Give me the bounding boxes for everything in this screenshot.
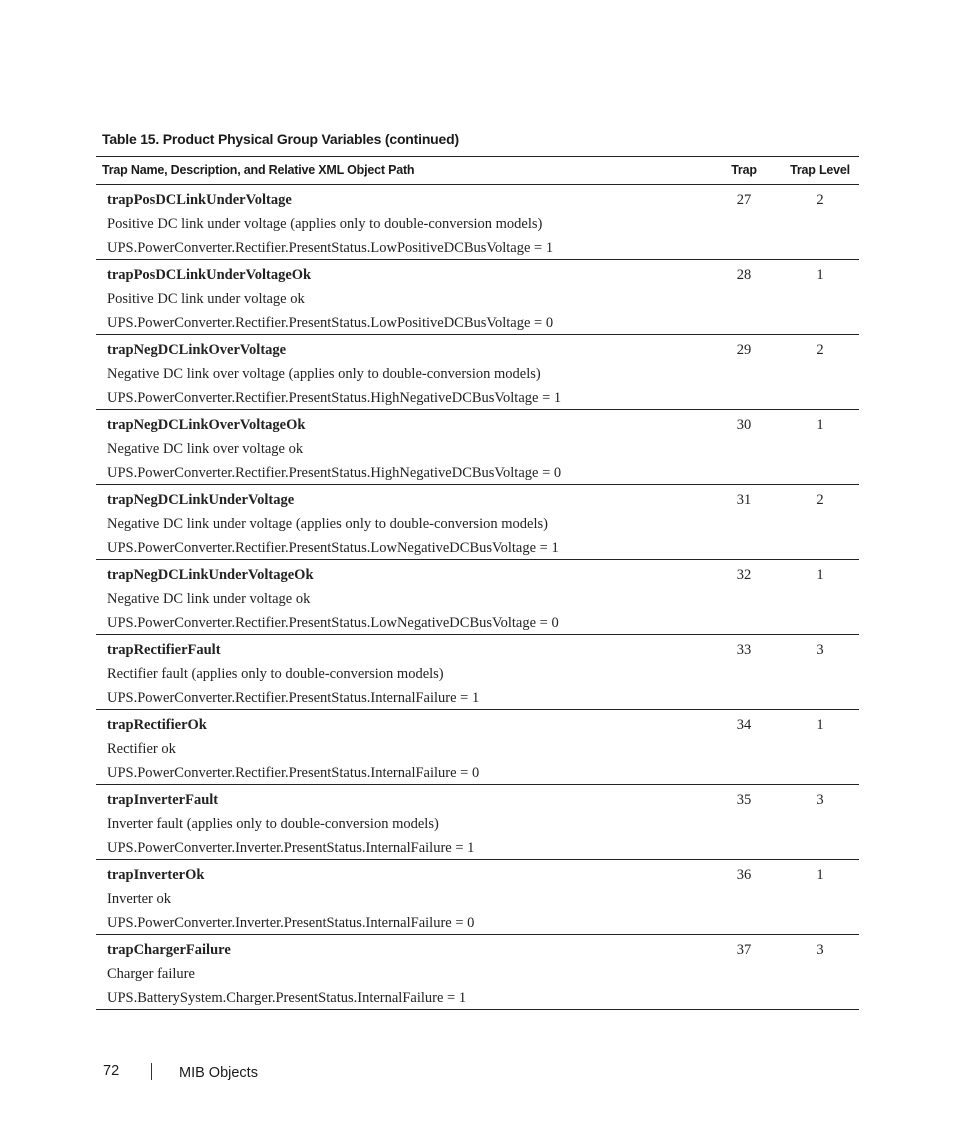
table-row	[96, 710, 859, 785]
trap-xml-path: UPS.PowerConverter.Rectifier.PresentStatus.InternalFailure = 1	[107, 690, 480, 706]
trap-description: Rectifier ok	[107, 741, 176, 757]
trap-number: 36	[736, 867, 752, 883]
trap-info-cell	[107, 938, 466, 1010]
trap-number: 37	[736, 942, 752, 958]
trap-description: Negative DC link under voltage ok	[107, 591, 311, 607]
trap-number: 33	[736, 642, 752, 658]
trap-table	[96, 156, 859, 1010]
footer-section-name: MIB Objects	[179, 1065, 258, 1081]
trap-level: 3	[816, 642, 824, 658]
table-row	[96, 785, 859, 860]
trap-level: 3	[816, 942, 824, 958]
table-row	[96, 410, 859, 485]
trap-description: Inverter fault (applies only to double-conversion models)	[107, 816, 439, 832]
trap-xml-path: UPS.PowerConverter.Rectifier.PresentStatus.LowNegativeDCBusVoltage = 1	[107, 540, 559, 556]
trap-info-cell	[107, 563, 559, 635]
trap-level: 1	[816, 717, 824, 733]
trap-xml-path: UPS.PowerConverter.Rectifier.PresentStatus.HighNegativeDCBusVoltage = 1	[107, 390, 562, 406]
trap-name: trapNegDCLinkUnderVoltage	[107, 492, 295, 508]
table-row	[96, 185, 859, 260]
trap-name: trapChargerFailure	[107, 942, 231, 958]
table-row	[96, 560, 859, 635]
trap-number: 30	[736, 417, 752, 433]
trap-name: trapNegDCLinkUnderVoltageOk	[107, 567, 314, 583]
trap-description: Negative DC link over voltage ok	[107, 441, 304, 457]
trap-info-cell	[107, 788, 474, 860]
header-trap-level: Trap Level	[790, 163, 850, 177]
trap-description: Rectifier fault (applies only to double-conversion models)	[107, 666, 444, 682]
trap-xml-path: UPS.PowerConverter.Rectifier.PresentStatus.LowPositiveDCBusVoltage = 1	[107, 240, 554, 256]
trap-level: 2	[816, 192, 824, 208]
table-row	[96, 860, 859, 935]
trap-description: Negative DC link over voltage (applies only to double-conversion models)	[107, 366, 541, 382]
trap-description: Positive DC link under voltage (applies only to double-conversion models)	[107, 216, 543, 232]
trap-info-cell	[107, 488, 559, 560]
trap-name: trapRectifierOk	[107, 717, 207, 733]
table-row	[96, 485, 859, 560]
trap-info-cell	[107, 263, 553, 335]
table-row	[96, 260, 859, 335]
trap-level: 1	[816, 867, 824, 883]
trap-name: trapPosDCLinkUnderVoltageOk	[107, 267, 312, 283]
trap-name: trapPosDCLinkUnderVoltage	[107, 192, 292, 208]
trap-level: 3	[816, 792, 824, 808]
table-title: Table 15. Product Physical Group Variables (continued)	[102, 131, 459, 147]
trap-level: 1	[816, 567, 824, 583]
trap-info-cell	[107, 713, 479, 785]
trap-info-cell	[107, 413, 561, 485]
table-row	[96, 635, 859, 710]
trap-number: 29	[736, 342, 752, 358]
trap-level: 2	[816, 342, 824, 358]
trap-info-cell	[107, 638, 479, 710]
trap-level: 2	[816, 492, 824, 508]
trap-name: trapInverterFault	[107, 792, 219, 808]
trap-description: Positive DC link under voltage ok	[107, 291, 305, 307]
trap-xml-path: UPS.PowerConverter.Rectifier.PresentStatus.LowPositiveDCBusVoltage = 0	[107, 315, 554, 331]
trap-name: trapNegDCLinkOverVoltage	[107, 342, 287, 358]
trap-name: trapRectifierFault	[107, 642, 221, 658]
trap-name: trapNegDCLinkOverVoltageOk	[107, 417, 306, 433]
trap-xml-path: UPS.PowerConverter.Inverter.PresentStatus.InternalFailure = 1	[107, 840, 475, 856]
trap-description: Charger failure	[107, 966, 195, 982]
trap-number: 35	[736, 792, 752, 808]
trap-xml-path: UPS.PowerConverter.Rectifier.PresentStatus.HighNegativeDCBusVoltage = 0	[107, 465, 562, 481]
page-number: 72	[103, 1063, 120, 1079]
trap-number: 28	[736, 267, 752, 283]
table-header-row	[96, 157, 859, 185]
trap-number: 32	[736, 567, 752, 583]
trap-xml-path: UPS.BatterySystem.Charger.PresentStatus.InternalFailure = 1	[107, 990, 467, 1006]
trap-xml-path: UPS.PowerConverter.Rectifier.PresentStatus.InternalFailure = 0	[107, 765, 480, 781]
page-footer	[0, 1062, 954, 1086]
trap-info-cell	[107, 338, 561, 410]
trap-number: 34	[736, 717, 752, 733]
header-trap: Trap	[731, 163, 757, 177]
trap-xml-path: UPS.PowerConverter.Rectifier.PresentStatus.LowNegativeDCBusVoltage = 0	[107, 615, 559, 631]
trap-info-cell	[107, 863, 474, 935]
trap-level: 1	[816, 417, 824, 433]
table-row	[96, 335, 859, 410]
trap-description: Inverter ok	[107, 891, 172, 907]
trap-number: 27	[736, 192, 752, 208]
trap-name: trapInverterOk	[107, 867, 205, 883]
trap-info-cell	[107, 188, 553, 260]
header-trap-name: Trap Name, Description, and Relative XML Object Path	[102, 163, 415, 177]
trap-xml-path: UPS.PowerConverter.Inverter.PresentStatus.InternalFailure = 0	[107, 915, 475, 931]
trap-description: Negative DC link under voltage (applies only to double-conversion models)	[107, 516, 548, 532]
footer-divider	[151, 1063, 152, 1080]
trap-level: 1	[816, 267, 824, 283]
trap-number: 31	[736, 492, 752, 508]
table-row	[96, 935, 859, 1010]
